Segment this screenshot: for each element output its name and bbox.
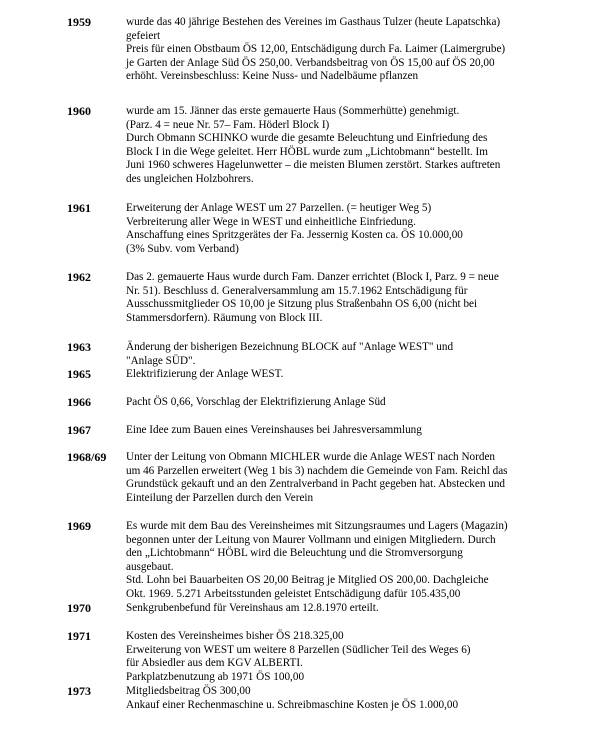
entry-line: erhöht. Vereinsbeschluss: Keine Nuss- und Nadelbäume pflanzen — [126, 70, 419, 83]
entry-year: 1971 — [67, 629, 91, 643]
entry-year: 1961 — [67, 201, 91, 215]
entry-line: Block I in die Wege geleitet. Herr HÖBL wurde zum „Lichtobmann“ bestellt. Im — [126, 145, 488, 158]
entry-line: Okt. 1969. 5.271 Arbeitsstunden geleistet Entschädigung dafür 105.435,00 — [126, 587, 461, 600]
entry-line: Verbreiterung aller Wege in WEST und einheitliche Einfriedung. — [126, 215, 416, 228]
entry-line: Änderung der bisherigen Bezeichnung BLOCK auf "Anlage WEST" und — [126, 341, 454, 353]
entry-line: (Parz. 4 = neue Nr. 57– Fam. Höderl Block I) — [126, 118, 330, 131]
entry-line: des ungleichen Holzbohrers. — [126, 172, 254, 185]
entry-line: Erweiterung von WEST um weitere 8 Parzellen (Südlicher Teil des Weges 6) — [126, 643, 471, 656]
entry-year: 1969 — [67, 519, 91, 533]
entry-line: Stammersdorfern). Räumung von Block III. — [126, 311, 323, 324]
entry-line: wurde am 15. Jänner das erste gemauerte Haus (Sommerhütte) genehmigt. — [126, 105, 460, 117]
entry-line: Juni 1960 schweres Hagelunwetter – die meisten Blumen zerstört. Starkes auftreten — [126, 159, 501, 172]
entry-year: 1966 — [67, 395, 91, 409]
entry-line: Preis für einen Obstbaum ÖS 12,00, Entschädigung durch Fa. Laimer (Laimergrube) — [126, 43, 506, 56]
entry-line: Parkplatzbenutzung ab 1971 ÖS 100,00 — [126, 670, 305, 683]
entry-line: Anschaffung eines Spritzgerätes der Fa. Jessernig Kosten ca. ÖS 10.000,00 — [126, 229, 463, 242]
entry-line: "Anlage SÜD". — [126, 354, 196, 367]
entry-year: 1973 — [67, 684, 91, 698]
entry-text — [126, 685, 546, 712]
entry-line: Std. Lohn bei Bauarbeiten OS 20,00 Beitrag je Mitglied OS 200,00. Dachgleiche — [126, 574, 489, 587]
entry-line: Unter der Leitung von Obmann MICHLER wurde die Anlage WEST nach Norden — [126, 451, 496, 463]
entry-text — [126, 16, 546, 84]
entry-line: begonnen unter der Leitung von Maurer Vollmann und einigen Mitgliedern. Durch — [126, 533, 496, 546]
entry-line: Eine Idee zum Bauen eines Vereinshauses bei Jahresversammlung — [126, 424, 422, 436]
entry-year: 1960 — [67, 104, 91, 118]
entry-text — [126, 368, 546, 382]
entry-year: 1967 — [67, 423, 91, 437]
entry-line: Ankauf einer Rechenmaschine u. Schreibmaschine Kosten je ÖS 1.000,00 — [126, 698, 459, 711]
entry-line: Ausschussmitglieder OS 10,00 je Sitzung plus Straßenbahn OS 6,00 (nicht bei — [126, 298, 478, 311]
entry-year: 1968/69 — [67, 450, 107, 464]
entry-text — [126, 341, 546, 368]
entry-line: Grundstück gekauft und an den Zentralverband in Pacht gegeben hat. Abstecken und — [126, 478, 506, 491]
entry-line: gefeiert — [126, 29, 161, 42]
entry-line: Erweiterung der Anlage WEST um 27 Parzellen. (= heutiger Weg 5) — [126, 202, 432, 214]
entry-line: Das 2. gemauerte Haus wurde durch Fam. Danzer errichtet (Block I, Parz. 9 = neue — [126, 271, 499, 283]
entry-text — [126, 630, 546, 684]
entry-line: je Garten der Anlage Süd ÖS 250,00. Verbandsbeitrag von ÖS 15,00 auf ÖS 20,00 — [126, 56, 495, 69]
entry-text — [126, 520, 546, 602]
entry-year: 1970 — [67, 601, 91, 615]
entry-line: Kosten des Vereinsheimes bisher ÖS 218.325,00 — [126, 630, 344, 642]
entry-text — [126, 602, 546, 616]
entry-line: Elektrifizierung der Anlage WEST. — [126, 368, 284, 380]
entry-text — [126, 202, 546, 256]
entry-text — [126, 424, 546, 438]
entry-text — [126, 105, 546, 187]
entry-text — [126, 271, 546, 325]
entry-year: 1963 — [67, 340, 91, 354]
entry-year: 1965 — [67, 367, 91, 381]
entry-line: Mitgliedsbeitrag ÖS 300,00 — [126, 685, 251, 697]
entry-line: ausgebaut. — [126, 560, 174, 573]
entry-line: Einteilung der Parzellen durch den Verein — [126, 491, 314, 504]
entry-line: um 46 Parzellen erweitert (Weg 1 bis 3) nachdem die Gemeinde von Fam. Reichl das — [126, 464, 508, 477]
entry-line: wurde das 40 jährige Bestehen des Vereines im Gasthaus Tulzer (heute Lapatschka) — [126, 16, 501, 28]
entry-line: für Absiedler aus dem KGV ALBERTI. — [126, 657, 303, 670]
entry-text — [126, 451, 546, 505]
entry-year: 1962 — [67, 270, 91, 284]
entry-line: Nr. 51). Beschluss d. Generalversammlung am 15.7.1962 Entschädigung für — [126, 284, 468, 297]
entry-line: (3% Subv. vom Verband) — [126, 242, 239, 255]
entry-line: Es wurde mit dem Bau des Vereinsheimes mit Sitzungsraumes und Lagers (Magazin) — [126, 520, 508, 532]
entry-line: Durch Obmann SCHINKO wurde die gesamte Beleuchtung und Einfriedung des — [126, 132, 488, 145]
entry-year: 1959 — [67, 15, 91, 29]
entry-text — [126, 396, 546, 410]
entry-line: den „Lichtobmann“ HÖBL wird die Beleuchtung und die Stromversorgung — [126, 547, 463, 560]
entry-line: Pacht ÖS 0,66, Vorschlag der Elektrifizierung Anlage Süd — [126, 396, 386, 408]
entry-line: Senkgrubenbefund für Vereinshaus am 12.8.1970 erteilt. — [126, 602, 379, 614]
